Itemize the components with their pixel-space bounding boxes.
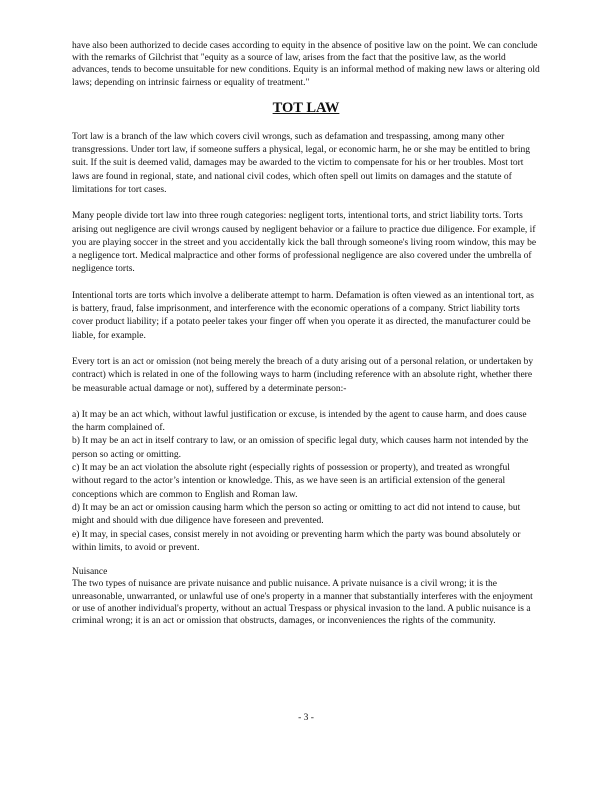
page-number: - 3 - bbox=[298, 713, 314, 723]
paragraph-tort-definition: Tort law is a branch of the law which covers civil wrongs, such as defamation and trespassing, among many other transgressions. Under tort law, if someone suffers a physical, legal, or economic harm, he or she may be entitled to bring suit. If the suit is deemed valid, damages may be awarded to the victim to compensate for his or her troubles. Most tort laws are found in regional, state, and national civil codes, which often spell out limits on damages and the statute of limitations for tort cases. bbox=[72, 131, 530, 195]
list-item: d) It may be an act or omission causing harm which the person so acting or omitting to act did not intend to cause, but might and should with due diligence have foreseen and prevented. bbox=[72, 502, 521, 527]
paragraph-intentional-torts: Intentional torts are torts which involve a deliberate attempt to harm. Defamation is often viewed as an intentional tort, as is battery, fraud, false imprisonment, and interference with the economic operations of a company. Strict liability torts cover product liability; if a potato peeler takes your finger off when you operate it as directed, the manufacturer could be liable, for example. bbox=[72, 290, 534, 341]
spacer bbox=[72, 555, 540, 566]
section-title: TOT LAW bbox=[272, 99, 340, 116]
list-item: b) It may be an act in itself contrary to law, or an omission of specific legal duty, which causes harm not intended by the person so acting or omitting. bbox=[72, 436, 529, 460]
list-item: a) It may be an act which, without lawful justification or excuse, is intended by the agent to cause harm, and does cause the harm complained of. bbox=[72, 409, 527, 434]
tort-conditions-list bbox=[72, 409, 540, 555]
spacer bbox=[72, 277, 540, 290]
list-item: e) It may, in special cases, consist merely in not avoiding or preventing harm which the party was bound absolutely or within limits, to avoid or prevent. bbox=[72, 529, 521, 553]
nuisance-paragraph: The two types of nuisance are private nuisance and public nuisance. A private nuisance is a civil wrong; it is the unreasonable, unwarranted, or unlawful use of one's property in a manner that substantially interferes with the enjoyment or use of another individual's property, without an actual Trespass or physical invasion to the land. A public nuisance is a criminal wrong; it is an act or omission that obstructs, damages, or inconveniences the rights of the community. bbox=[72, 579, 533, 626]
paragraph-every-tort: Every tort is an act or omission (not being merely the breach of a duty arising out of a personal relation, or undertaken by contract) which is related in one of the following ways to harm (including reference with an absolute right, whether there be measurable actual damage or not), suffered by a determinate person:- bbox=[72, 356, 534, 394]
spacer bbox=[72, 197, 540, 210]
intro-paragraph: have also been authorized to decide cases according to equity in the absence of positive law on the point. We can conclude with the remarks of Gilchrist that "equity as a source of law, arises from the fact that the positive law, as the world advances, tends to become unsuitable for new conditions. Equity is an informal method of making new laws or altering old laws; depending on intrinsic fairness or equality of treatment." bbox=[72, 41, 540, 88]
spacer bbox=[72, 396, 540, 409]
paragraph-tort-categories: Many people divide tort law into three rough categories: negligent torts, intentional torts, and strict liability torts. Torts arising out negligence are civil wrongs caused by negligent behavior or a failure to practice due diligence. For example, if you are playing soccer in the street and you accidentally kick the ball through someone's living room window, this may be a negligence tort. Medical malpractice and other forms of professional negligence are also covered under the umbrella of negligence torts. bbox=[72, 211, 537, 275]
spacer bbox=[72, 343, 540, 356]
list-item: c) It may be an act violation the absolute right (especially rights of possession or property), and treated as wrongful without regard to the actor’s intention or knowledge. This, as we have seen is an artificial extension of the general conceptions which are common to English and Roman law. bbox=[72, 463, 510, 500]
nuisance-heading: Nuisance bbox=[72, 567, 108, 578]
